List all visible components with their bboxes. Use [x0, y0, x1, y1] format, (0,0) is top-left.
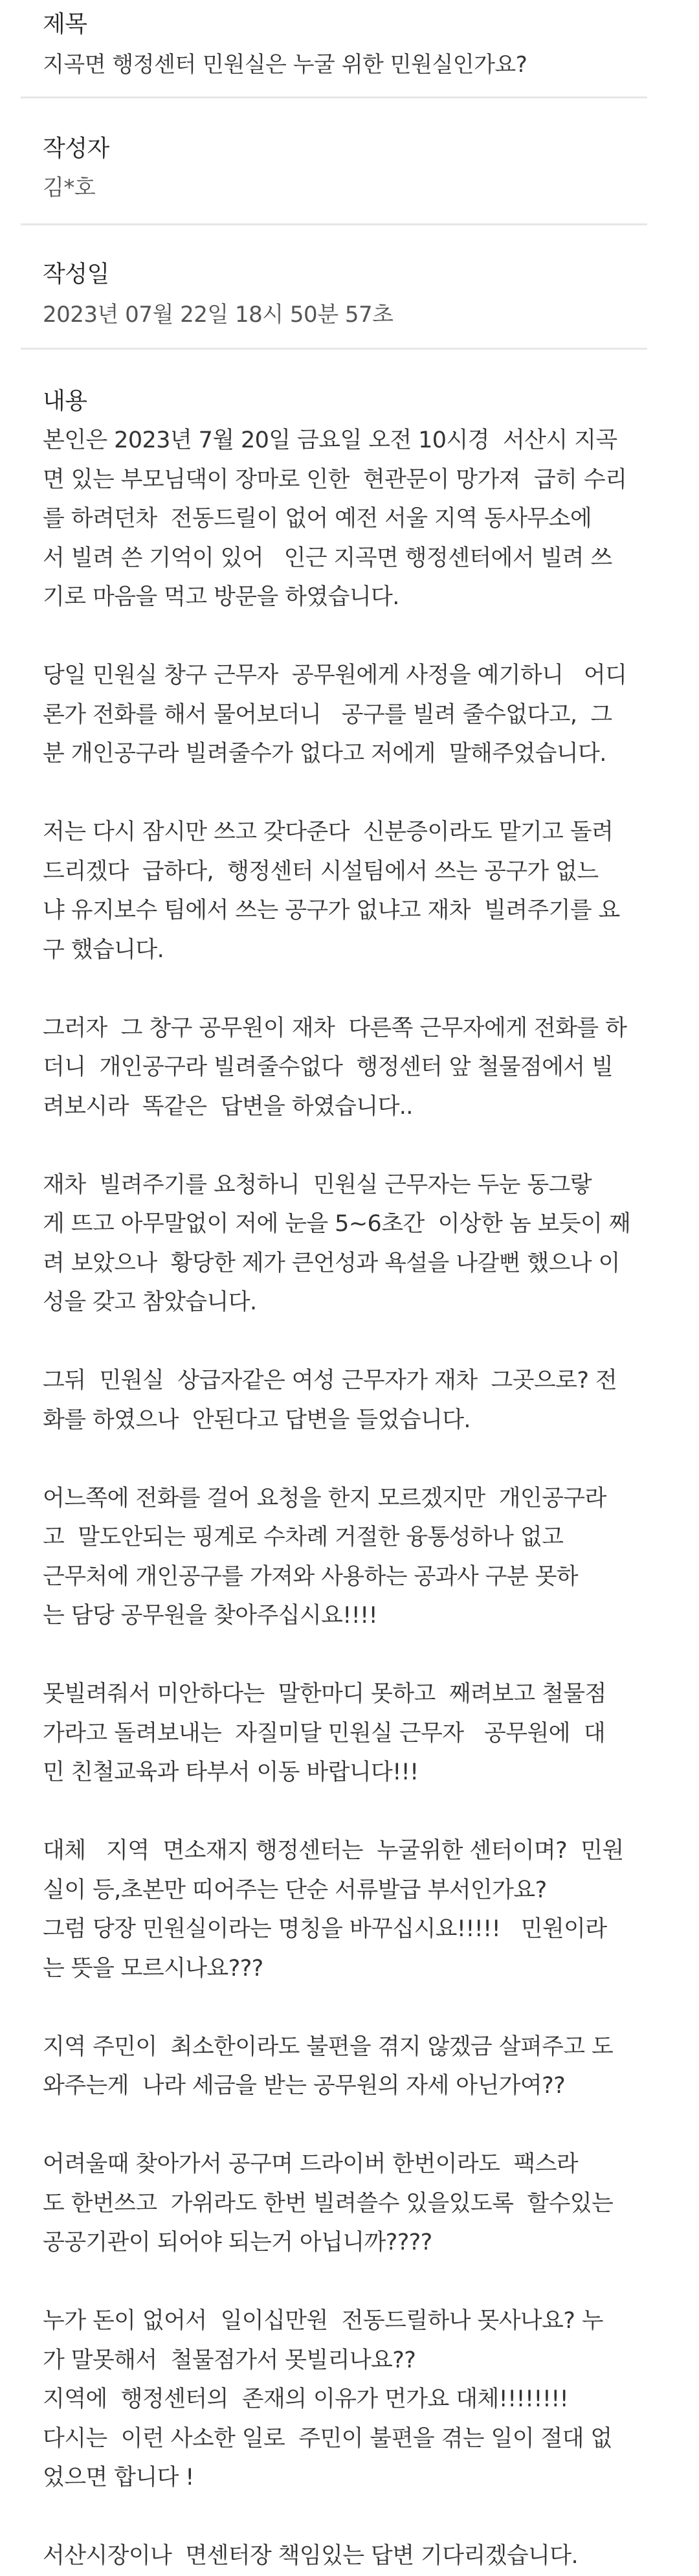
- author-field: [21, 98, 647, 225]
- date-value: 2023년 07월 22일 18시 50분 57초: [43, 302, 394, 328]
- title-label: 제목: [43, 11, 87, 38]
- title-field: [21, 0, 647, 98]
- content-paragraph: [43, 813, 639, 969]
- content-line: 그뒤 민원실 상급자같은 여성 근무자가 재차 그곳으로? 전: [43, 1368, 617, 1394]
- content-line: 못빌려줘서 미안하다는 말한마디 못하고 째려보고 철물점: [43, 1681, 606, 1707]
- content-line: 저는 다시 잠시만 쓰고 갖다준다 신분증이라도 맡기고 돌려: [43, 819, 614, 845]
- content-line: 어려울때 찾아가서 공구며 드라이버 한번이라도 팩스라: [43, 2151, 578, 2177]
- content-line: 민 친철교육과 타부서 이동 바랍니다!!!: [43, 1759, 419, 1785]
- content-line: 려 보았으나 황당한 제가 큰언성과 욕설을 나갈뻔 했으나 이: [43, 1250, 620, 1276]
- content-paragraph: [43, 656, 639, 774]
- content-line: 와주는게 나라 세금을 받는 공무원의 자세 아닌가여??: [43, 2073, 566, 2099]
- author-value: 김*호: [43, 175, 96, 201]
- content-line: 지역 주민이 최소한이라도 불편을 겪지 않겠금 살펴주고 도: [43, 2033, 614, 2060]
- title-value: 지곡면 행정센터 민원실은 누굴 위한 민원실인가요?: [43, 52, 527, 78]
- content-line: 냐 유지보수 팀에서 쓰는 공구가 없냐고 재차 빌려주기를 요: [43, 898, 620, 923]
- content-line: 그럼 당장 민원실이라는 명칭을 바꾸십시요!!!!! 민원이라: [43, 1916, 607, 1942]
- date-field: [21, 225, 647, 350]
- content-line: 실이 등,초본만 띠어주는 단순 서류발급 부서인가요?: [43, 1877, 547, 1903]
- content-line: 론가 전화를 해서 물어보더니 공구를 빌려 줄수없다고, 그: [43, 701, 612, 728]
- content-field: [21, 350, 647, 2576]
- content-line: 가 말못해서 철물점가서 못빌리나요??: [43, 2347, 416, 2373]
- content-label: 내용: [43, 388, 87, 414]
- content-line: 어느쪽에 전화를 걸어 요청을 한지 모르겠지만 개인공구라: [43, 1485, 606, 1511]
- content-paragraph: [43, 1166, 639, 1322]
- content-paragraph: [43, 2028, 639, 2106]
- content-line: 는 뜻을 모르시나요???: [43, 1955, 263, 1982]
- author-label: 작성자: [43, 135, 109, 162]
- content-line: 는 담당 공무원을 찾아주십시요!!!!: [43, 1603, 378, 1629]
- content-line: 다시는 이런 사소한 일로 주민이 불편을 겪는 일이 절대 없: [43, 2425, 612, 2452]
- date-label: 작성일: [43, 261, 109, 288]
- content-line: 더니 개인공구라 빌려줄수없다 행정센터 앞 철물점에서 빌: [43, 1054, 614, 1080]
- content-line: 서산시장이나 면센터장 책임있는 답변 기다리겠습니다.: [43, 2543, 578, 2569]
- content-line: 었으면 합니다 !: [43, 2465, 194, 2491]
- content-line: 면 있는 부모님댁이 장마로 인한 현관문이 망가져 급히 수리: [43, 466, 627, 493]
- content-line: 성을 갖고 참았습니다.: [43, 1289, 257, 1315]
- content-line: 서 빌려 쓴 기억이 있어 인근 지곡면 행정센터에서 빌려 쓰: [43, 545, 612, 571]
- content-line: 도 한번쓰고 가위라도 한번 빌려쓸수 있을있도록 할수있는: [43, 2190, 614, 2217]
- content-line: 구 했습니다.: [43, 936, 164, 963]
- content-paragraph: [43, 1479, 639, 1636]
- content-body: [43, 421, 639, 2576]
- content-line: 근무처에 개인공구를 가져와 사용하는 공과사 구분 못하: [43, 1563, 578, 1590]
- content-line: 분 개인공구라 빌려줄수가 없다고 저에게 말해주었습니다.: [43, 741, 606, 767]
- content-line: 지역에 행정센터의 존재의 이유가 먼가요 대체!!!!!!!!: [43, 2386, 569, 2412]
- content-paragraph: [43, 1675, 639, 1792]
- content-line: 고 말도안되는 핑계로 수차례 거절한 융통성하나 없고: [43, 1524, 564, 1550]
- content-paragraph: [43, 1361, 639, 1440]
- content-line: 당일 민원실 창구 근무자 공무원에게 사정을 예기하니 어디: [43, 662, 627, 688]
- content-line: 게 뜨고 아무말없이 저에 눈을 5~6초간 이상한 놈 보듯이 째: [43, 1211, 630, 1237]
- content-line: 누가 돈이 없어서 일이십만원 전동드릴하나 못사나요? 누: [43, 2308, 604, 2334]
- content-line: 가라고 돌려보내는 자질미달 민원실 근무자 공무원에 대: [43, 1720, 606, 1746]
- content-line: 려보시라 똑같은 답변을 하였습니다..: [43, 1093, 413, 1120]
- content-paragraph: [43, 1009, 639, 1127]
- content-line: 화를 하였으나 안된다고 답변을 들었습니다.: [43, 1407, 471, 1433]
- content-line: 대체 지역 면소재지 행정센터는 누굴위한 센터이며? 민원: [43, 1838, 624, 1864]
- content-line: 기로 마음을 먹고 방문을 하였습니다.: [43, 584, 399, 610]
- content-line: 를 하려던차 전동드릴이 없어 예전 서울 지역 동사무소에: [43, 506, 592, 532]
- content-paragraph: [43, 2145, 639, 2263]
- content-paragraph: [43, 2301, 639, 2498]
- content-line: 본인은 2023년 7월 20일 금요일 오전 10시경 서산시 지곡: [43, 427, 617, 453]
- content-line: 재차 빌려주기를 요청하니 민원실 근무자는 두눈 동그랗: [43, 1171, 592, 1198]
- content-paragraph: [43, 421, 639, 617]
- content-line: 드리겠다 급하다, 행정센터 시설팀에서 쓰는 공구가 없느: [43, 858, 599, 885]
- content-paragraph: [43, 2536, 639, 2576]
- content-paragraph: [43, 1831, 639, 1988]
- content-line: 그러자 그 창구 공무원이 재차 다른쪽 근무자에게 전화를 하: [43, 1015, 627, 1041]
- content-line: 공공기관이 되어야 되는거 아닙니까????: [43, 2230, 432, 2255]
